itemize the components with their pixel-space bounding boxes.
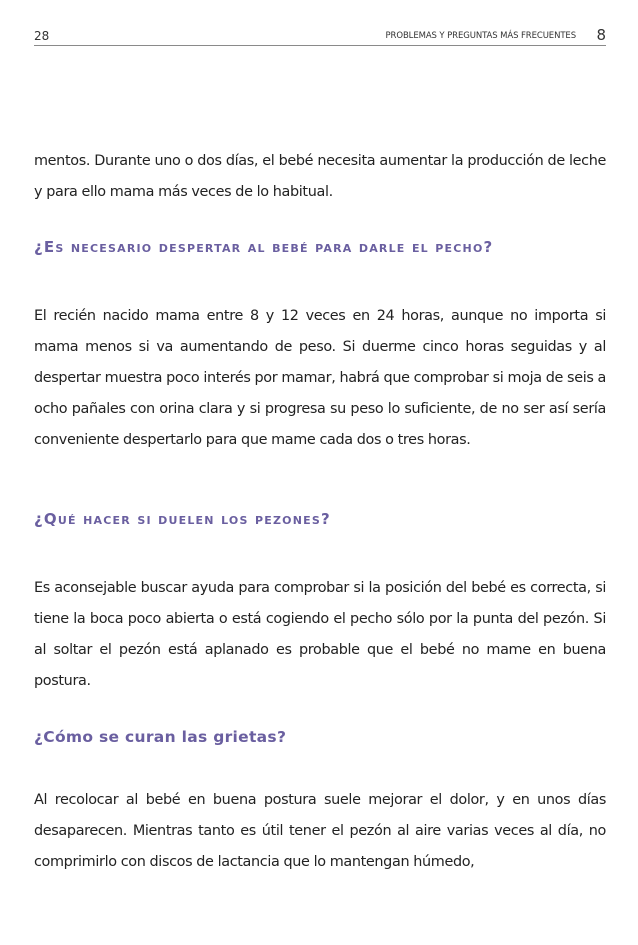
header-divider (34, 45, 606, 46)
section-cracks-paragraph: Al recolocar al bebé en buena postura suele mejorar el dolor, y en unos días desaparecen. Mientras tanto es útil tener el pezón al aire varias veces al día, no comprimirlo con discos de lactancia que lo mantengan húmedo, (34, 792, 606, 870)
section-wake-baby-body (34, 301, 606, 456)
chapter-number: 8 (596, 26, 606, 44)
running-header (34, 26, 606, 46)
intro-paragraph-block (34, 146, 606, 208)
section-heading-sore-nipples: ¿Qué hacer si duelen los pezones? (34, 510, 331, 528)
section-heading-cracks: ¿Cómo se curan las grietas? (34, 728, 287, 746)
intro-paragraph: mentos. Durante uno o dos días, el bebé necesita aumentar la producción de leche y para ello mama más veces de lo habitual. (34, 153, 606, 200)
section-wake-baby-paragraph: El recién nacido mama entre 8 y 12 veces en 24 horas, aunque no importa si mama menos si va aumentando de peso. Si duerme cinco horas seguidas y al despertar muestra poco interés por mamar, habrá que comprobar si moja de seis a ocho pañales con orina clara y si progresa su peso lo suficiente, de no ser así sería conveniente despertarlo para que mame cada dos o tres horas. (34, 308, 606, 448)
running-title: PROBLEMAS Y PREGUNTAS MÁS FRECUENTES (385, 31, 576, 41)
section-heading-wake-baby: ¿Es necesario despertar al bebé para darle el pecho? (34, 238, 494, 256)
section-cracks-body (34, 785, 606, 878)
section-sore-nipples-paragraph: Es aconsejable buscar ayuda para comprobar si la posición del bebé es correcta, si tiene la boca poco abierta o está cogiendo el pecho sólo por la punta del pezón. Si al soltar el pezón está aplanado es probable que el bebé no mame en buena postura. (34, 580, 606, 689)
page-number: 28 (34, 29, 50, 43)
section-sore-nipples-body (34, 573, 606, 697)
